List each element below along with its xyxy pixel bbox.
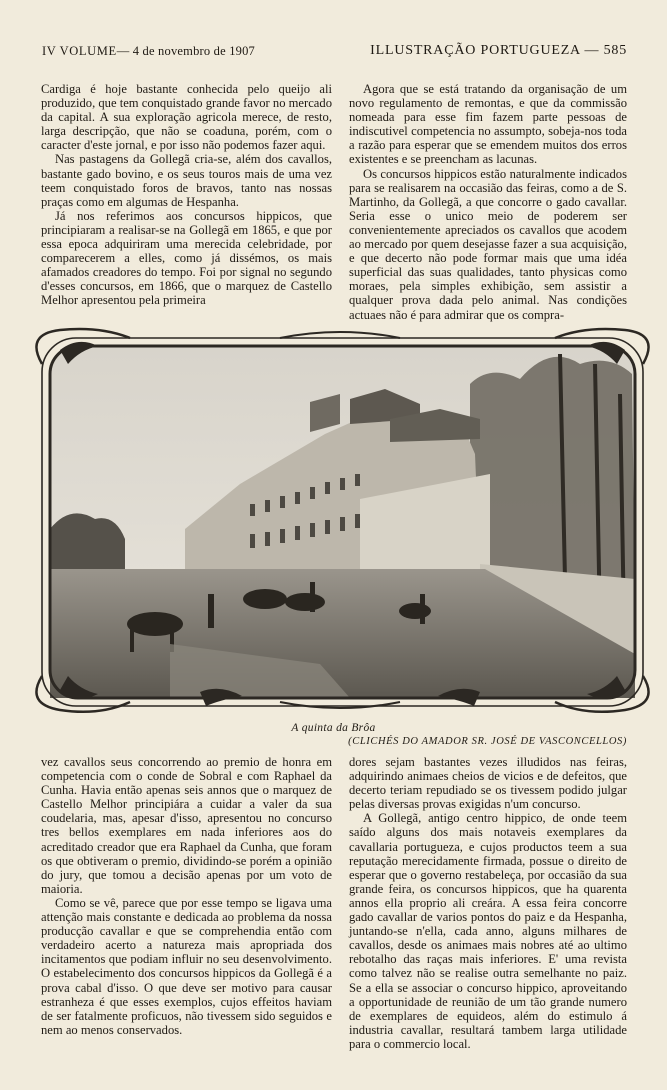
volume-label: IV VOLUME: [42, 44, 117, 58]
photo-credit: (CLICHÉS DO AMADOR SR. JOSÉ DE VASCONCELLOS): [348, 736, 627, 747]
paragraph: Como se vê, parece que por esse tempo se ligava uma attenção mais constante e dedicada ao problema da nossa producção cavallar e que se comprehendia então com verdadeiro acerto a natureza mais apropriada dos incitamentos que podiam influir no seu desenvolvimento. O estabelecimento dos concursos hippicos da Gollegã é a prova cabal d'isso. O que deve ser motivo para causar estranheza é que esses exemplos, cujos effeitos haviam de ser fatalmente proficuos, não tivessem sido seguidos e nem ao menos conservados.: [41, 895, 332, 1037]
paragraph: dores sejam bastantes vezes illudidos nas feiras, adquirindo animaes cheios de vicios e de defeitos, que decerto teriam repudiado se os tivessem podido julgar pelas diversas provas exigidas n'um concurso.: [349, 755, 627, 812]
header-left: [42, 44, 255, 59]
page-header: [42, 44, 627, 64]
figure-caption: A quinta da Brôa: [291, 722, 376, 734]
paragraph: A Gollegã, antigo centro hippico, de onde teem saído alguns dos mais notaveis exemplares da cavallaria portugueza, e cujos productos teem a sua reputação merecidamente firmada, possue o direito de esperar que o governo restabeleça, por occasião da sua grande feira, os concursos hippicos, que ha quarenta annos ella proprio ali creára. A essa feira concorre gado cavallar de varios pontos do paiz e da Hespanha, juntando-se n'ella, cada anno, alguns milhares de cavallos, desde os animaes mais nobres até ao ultimo rebotalho das raças mais inferiores. E' uma revista como talvez não se realise outra semelhante no paiz. Se a ella se associar o concurso hippico, aproveitando a opportunidade de reunião de um tão grande numero de exemplares de equideos, além do estimulo á industria cavallar, resultará tambem larga utilidade para o commercio local.: [349, 811, 627, 1051]
paragraph: vez cavallos seus concorrendo ao premio de honra em competencia com o conde de Sobral e com Raphael da Cunha. Havia então apenas seis annos que o marquez de Castello Melhor principiára a cuidar a valer da sua coudelaria, mas, apesar d'isso, apresentou no concurso tres bellos exemplares em nada inferiores aos do acreditado creador que era Raphael da Cunha, que foram os que obtiveram o premio, dividindo-se porém a opinião do jury, que tomou a decisão apenas por um voto de maioria.: [41, 755, 332, 896]
column-top-left: [41, 82, 332, 308]
paragraph: Agora que se está tratando da organisação de um novo regulamento de remontas, e que da commissão nomeada para esse fim fazem parte pessoas de indiscutivel competencia no assumpto, sobeja-nos toda a razão para esperar que se emendem muitos dos erros existentes e se preencham as lacunas.: [349, 82, 627, 167]
ornamental-frame: [20, 324, 660, 716]
paragraph: Cardiga é hoje bastante conhecida pelo queijo ali produzido, que tem conquistado grande favor no mercado da capital. A sua exploração agricola merece, de resto, larga descripção, que não se coaduna, porém, com o caracter d'este jornal, e por isso não podemos fazer aqui.: [41, 82, 332, 153]
photo-figure: [20, 324, 660, 716]
paragraph: Já nos referimos aos concursos hippicos, que principiaram a realisar-se na Gollegã em 1865, e que por essa epoca adquiriram uma merecida celebridade, por comparecerem a elles, como já dissémos, os mais afamados creadores do tempo. Foi por signal no segundo d'esses concursos, em 1866, que o marquez de Castello Melhor apresentou pela primeira: [41, 208, 332, 308]
paragraph: Os concursos hippicos estão naturalmente indicados para se realisarem na occasião das feiras, como a de S. Martinho, da Gollegã, a que concorre o gado cavallar. Seria esse o unico meio de poderem ser convenientemente apreciados os cavallos que acodem ao mercado por quem desejasse fazer a sua acquisição, e que decerto não pode formar mais que uma idéa superficial das suas qualidades, tanto physicas como moraes, pela simples exhibição, sem assistir a qualquer prova dada pelo animal. Nas condições actuaes não é para admirar que os compra-: [349, 166, 627, 322]
photograph: [50, 346, 635, 698]
issue-date: — 4 de novembro de 1907: [116, 44, 255, 58]
publication-title: ILLUSTRAÇÃO PORTUGUEZA — 585: [370, 43, 627, 58]
column-top-right: [349, 82, 627, 322]
paragraph: Nas pastagens da Gollegã cria-se, além dos cavallos, bastante gado bovino, e os seus touros mais de uma vez teem conquistado foros de bravos, tanto nas nossas praças como em algumas de Hespanha.: [41, 152, 332, 209]
column-bottom-right: [349, 755, 627, 1051]
column-bottom-left: [41, 755, 332, 1037]
